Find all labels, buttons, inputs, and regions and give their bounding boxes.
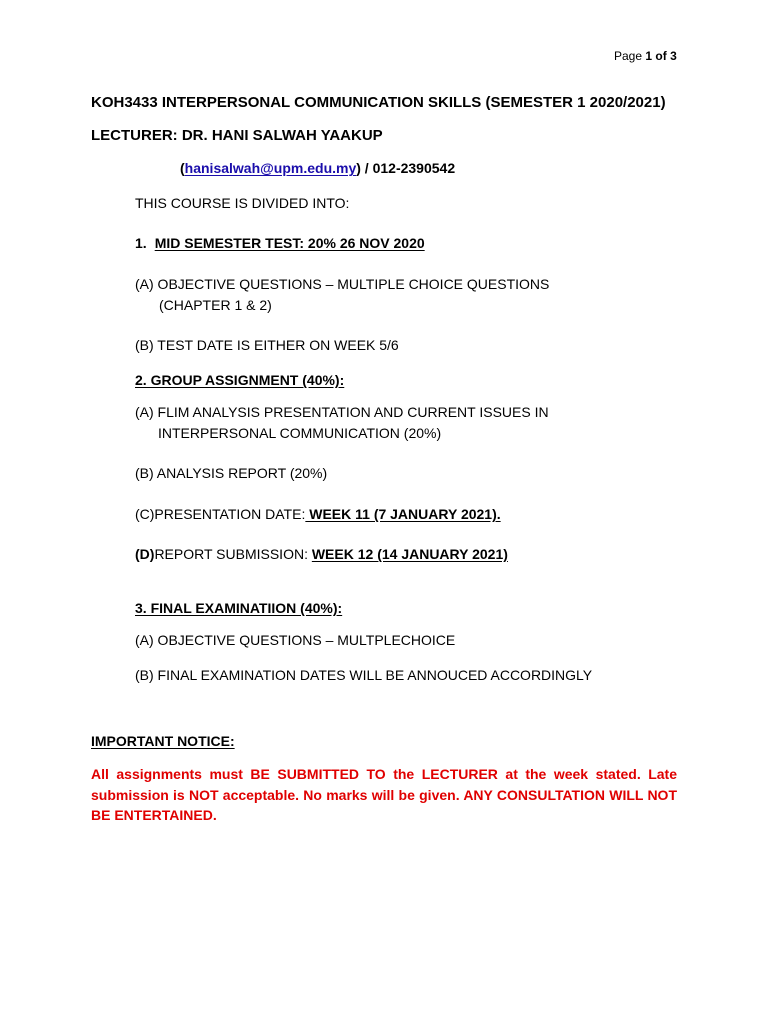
section2-item-b: (B) ANALYSIS REPORT (20%) [135, 465, 328, 481]
section1-item-b: (B) TEST DATE IS EITHER ON WEEK 5/6 [135, 337, 399, 353]
page-total: 3 [670, 49, 677, 63]
section2-item-a-line1: (A) FLIM ANALYSIS PRESENTATION AND CURRENT ISSUES IN [135, 404, 549, 420]
report-submission-value: WEEK 12 (14 JANUARY 2021) [311, 546, 508, 562]
section1-item-a-line2: (CHAPTER 1 & 2) [159, 297, 272, 313]
section2-heading: 2. GROUP ASSIGNMENT (40%): [135, 372, 345, 388]
section3-item-b: (B) FINAL EXAMINATION DATES WILL BE ANNOUCED ACCORDINGLY [135, 667, 593, 683]
section1-item-a-line1: (A) OBJECTIVE QUESTIONS – MULTIPLE CHOICE QUESTIONS [135, 276, 550, 292]
section1-number: 1. [135, 235, 147, 251]
phone-number: ) / 012-2390542 [356, 160, 456, 176]
presentation-date-value: WEEK 11 (7 JANUARY 2021). [305, 506, 501, 522]
presentation-date-label: (C)PRESENTATION DATE: [135, 506, 306, 522]
report-submission-label: REPORT SUBMISSION: [154, 546, 312, 562]
item-d-marker: (D) [135, 546, 155, 562]
section3-item-a: (A) OBJECTIVE QUESTIONS – MULTPLECHOICE [135, 632, 456, 648]
section1-title: MID SEMESTER TEST: 20% 26 NOV 2020 [154, 235, 425, 251]
section1-heading [135, 236, 425, 250]
email-link[interactable]: hanisalwah@upm.edu.my [184, 160, 357, 176]
section2-item-a-line2: INTERPERSONAL COMMUNICATION (20%) [158, 425, 442, 441]
course-title: KOH3433 INTERPERSONAL COMMUNICATION SKILLS (SEMESTER 1 2020/2021) [91, 94, 666, 111]
page-prefix: Page [614, 49, 643, 63]
important-notice-heading: IMPORTANT NOTICE: [91, 733, 235, 749]
lecturer-name: LECTURER: DR. HANI SALWAH YAAKUP [91, 127, 383, 144]
page-current: 1 [645, 49, 653, 63]
contact-open-paren: ( [180, 160, 185, 176]
section2-item-d [135, 547, 508, 561]
section3-heading: 3. FINAL EXAMINATIION (40%): [135, 600, 343, 616]
lecturer-contact [180, 161, 455, 175]
page-of: of [655, 49, 667, 63]
intro-text: THIS COURSE IS DIVIDED INTO: [135, 195, 350, 211]
important-notice-body: All assignments must BE SUBMITTED TO the LECTURER at the week stated. Late submission is NOT acceptable. No marks will be given. ANY CONSULTATION WILL NOT BE ENTERTAINED. [91, 766, 677, 823]
section2-item-c [135, 507, 501, 521]
page-number [614, 50, 677, 62]
